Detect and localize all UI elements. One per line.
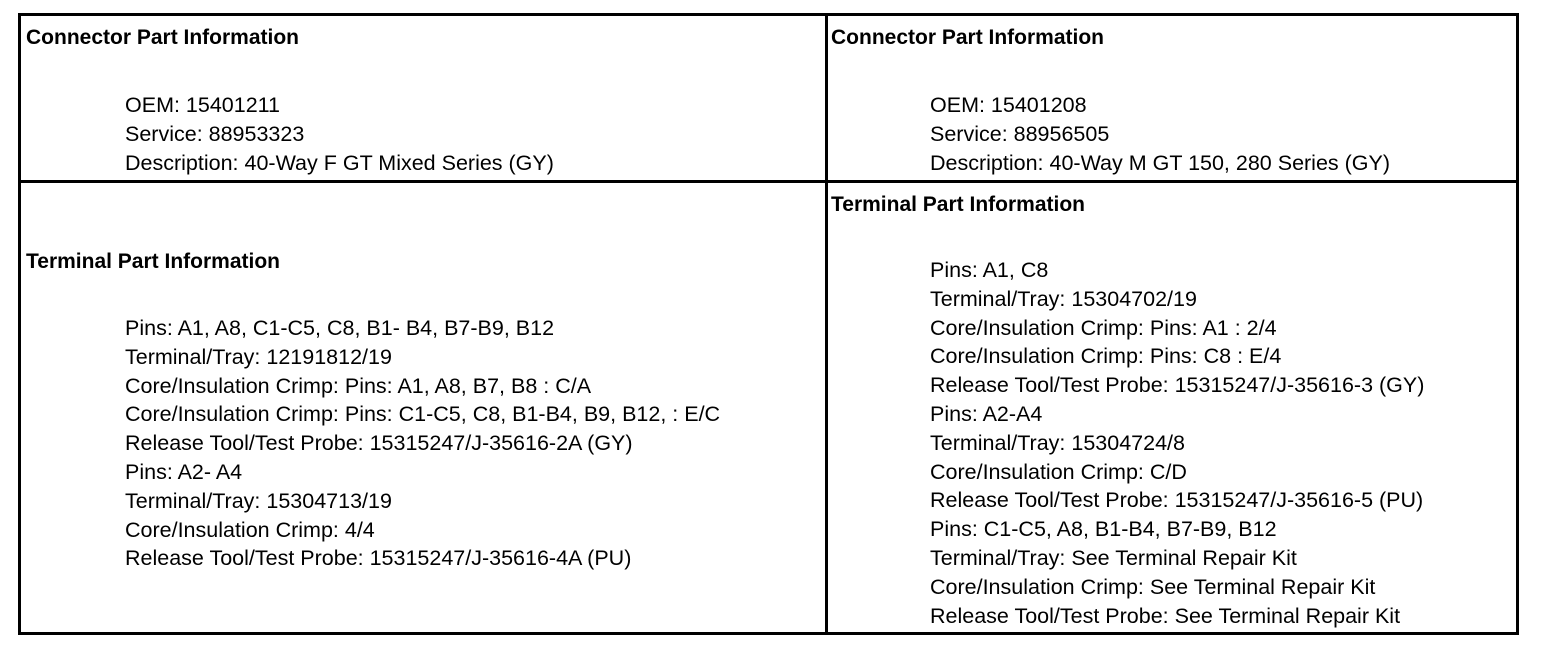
right-connector-heading: Connector Part Information [831, 26, 1105, 49]
right-connector-service: Service: 88956505 [930, 121, 1110, 146]
right-connector-oem: OEM: 15401208 [930, 93, 1087, 117]
list-item: Release Tool/Test Probe: 15315247/J-35616-5 (PU) [930, 488, 1424, 513]
right-terminal-details [930, 256, 1424, 630]
list-item: Core/Insulation Crimp: Pins: C1-C5, C8, B1-B4, B9, B12, : E/C [125, 402, 721, 427]
list-item: Pins: A2-A4 [930, 401, 1043, 426]
right-row-divider [828, 180, 1519, 183]
list-item: Pins: A1, A8, C1-C5, C8, B1- B4, B7-B9, B12 [125, 316, 555, 340]
list-item: Pins: A2- A4 [125, 459, 243, 484]
right-connector-details [930, 91, 1390, 177]
list-item: Core/Insulation Crimp: 4/4 [125, 517, 375, 542]
connector-terminal-table [18, 13, 1519, 635]
list-item: Core/Insulation Crimp: C/D [930, 459, 1187, 484]
list-item: Core/Insulation Crimp: Pins: A1, A8, B7, B8 : C/A [125, 373, 592, 398]
left-row-divider [21, 180, 825, 183]
left-connector-details [125, 91, 554, 177]
list-item: Release Tool/Test Probe: 15315247/J-35616-2A (GY) [125, 431, 633, 456]
left-connector-service: Service: 88953323 [125, 121, 305, 146]
right-terminal-heading: Terminal Part Information [831, 193, 1085, 216]
list-item: Pins: C1-C5, A8, B1-B4, B7-B9, B12 [930, 517, 1277, 542]
list-item: Terminal/Tray: 15304724/8 [930, 430, 1185, 455]
list-item: Core/Insulation Crimp: See Terminal Repair Kit [930, 574, 1376, 599]
list-item: Release Tool/Test Probe: 15315247/J-35616-4A (PU) [125, 546, 632, 571]
list-item: Pins: A1, C8 [930, 258, 1049, 282]
list-item: Terminal/Tray: 15304702/19 [930, 286, 1197, 311]
left-connector-description: Description: 40-Way F GT Mixed Series (GY) [125, 150, 554, 175]
column-divider [825, 16, 828, 632]
left-connector-oem: OEM: 15401211 [125, 93, 280, 117]
list-item: Core/Insulation Crimp: Pins: C8 : E/4 [930, 344, 1282, 369]
left-terminal-details [125, 314, 720, 573]
left-terminal-heading: Terminal Part Information [26, 250, 280, 273]
right-connector-description: Description: 40-Way M GT 150, 280 Series (GY) [930, 150, 1391, 175]
list-item: Terminal/Tray: See Terminal Repair Kit [930, 545, 1297, 570]
list-item: Core/Insulation Crimp: Pins: A1 : 2/4 [930, 315, 1277, 340]
list-item: Release Tool/Test Probe: See Terminal Repair Kit [930, 603, 1401, 628]
list-item: Terminal/Tray: 12191812/19 [125, 344, 392, 369]
list-item: Terminal/Tray: 15304713/19 [125, 488, 392, 513]
left-connector-heading: Connector Part Information [26, 26, 300, 49]
list-item: Release Tool/Test Probe: 15315247/J-35616-3 (GY) [930, 373, 1425, 398]
